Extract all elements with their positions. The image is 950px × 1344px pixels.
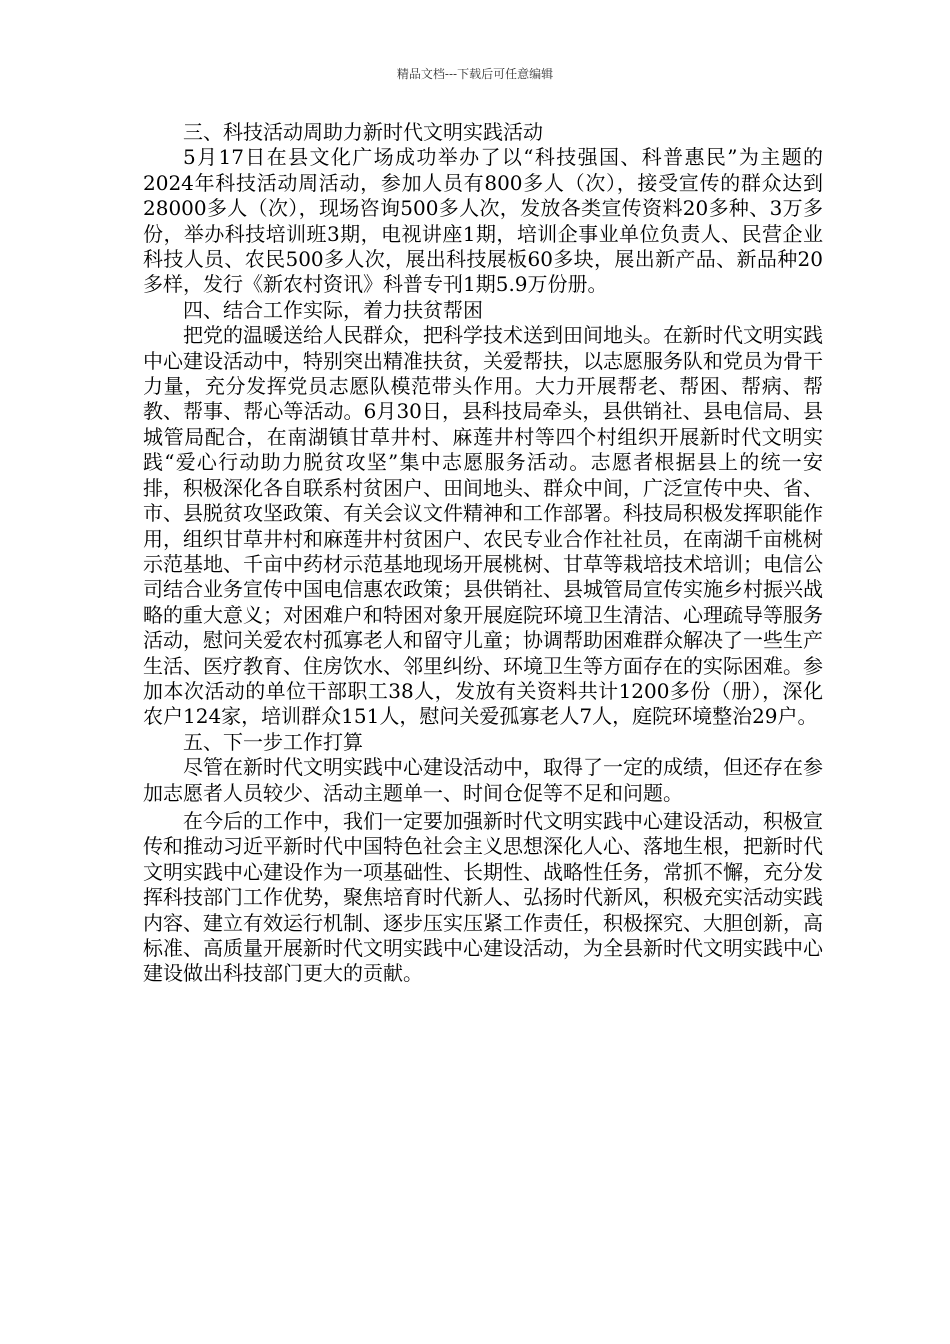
section-heading-4: 四、结合工作实际，着力扶贫帮困 <box>183 297 483 322</box>
section-5-paragraph-1: 尽管在新时代文明实践中心建设活动中，取得了一定的成绩，但还存在参加志愿者人员较少、活动主题单一、时间仓促等不足和问题。 <box>143 755 823 805</box>
document-body <box>143 120 823 987</box>
section-5-paragraph-2: 在今后的工作中，我们一定要加强新时代文明实践中心建设活动，积极宣传和推动习近平新时代中国特色社会主义思想深化人心、落地生根，把新时代文明实践中心建设作为一项基础性、长期性、战略性任务，常抓不懈，充分发挥科技部门工作优势，聚焦培育时代新人、弘扬时代新风，积极充实活动实践内容、建立有效运行机制、逐步压实压紧工作责任，积极探究、大胆创新，高标准、高质量开展新时代文明实践中心建设活动，为全县新时代文明实践中心建设做出科技部门更大的贡献。 <box>143 808 823 986</box>
section-heading-3: 三、科技活动周助力新时代文明实践活动 <box>183 120 543 144</box>
section-3-paragraph: 5月17日在县文化广场成功举办了以“科技强国、科普惠民”为主题的2024年科技活动周活动，参加人员有800多人（次），接受宣传的群众达到28000多人（次），现场咨询500多人次，发放各类宣传资料20多种、3万多份，举办科技培训班3期，电视讲座1期，培训企事业单位负责人、民营企业科技人员、农民500多人次，展出科技展板60多块，展出新产品、新品种20多样，发行《新农村资讯》科普专刊1期5.9万份册。 <box>143 145 823 297</box>
page-header: 精品文档---下载后可任意编辑 <box>396 67 554 81</box>
section-4-paragraph: 把党的温暖送给人民群众，把科学技术送到田间地头。在新时代文明实践中心建设活动中，特别突出精准扶贫，关爱帮扶，以志愿服务队和党员为骨干力量，充分发挥党员志愿队模范带头作用。大力开展帮老、帮困、帮病、帮教、帮事、帮心等活动。6月30日，县科技局牵头，县供销社、县电信局、县城管局配合，在南湖镇甘草井村、麻莲井村等四个村组织开展新时代文明实践“爱心行动助力脱贫攻坚”集中志愿服务活动。志愿者根据县上的统一安排，积极深化各自联系村贫困户、田间地头、群众中间，广泛宣传中央、省、市、县脱贫攻坚政策、有关会议文件精神和工作部署。科技局积极发挥职能作用，组织甘草井村和麻莲井村贫困户、农民专业合作社社员，在南湖千亩桃树示范基地、千亩中药材示范基地现场开展桃树、甘草等栽培技术培训；电信公司结合业务宣传中国电信惠农政策；县供销社、县城管局宣传实施乡村振兴战略的重大意义；对困难户和特困对象开展庭院环境卫生清洁、心理疏导等服务活动，慰问关爱农村孤寡老人和留守儿童；协调帮助困难群众解决了一些生产生活、医疗教育、住房饮水、邻里纠纷、环境卫生等方面存在的实际困难。参加本次活动的单位干部职工38人，发放有关资料共计1200多份（册），深化农户124家，培训群众151人，慰问关爱孤寡老人7人，庭院环境整治29户。 <box>143 323 823 729</box>
section-heading-5: 五、下一步工作打算 <box>183 729 363 754</box>
